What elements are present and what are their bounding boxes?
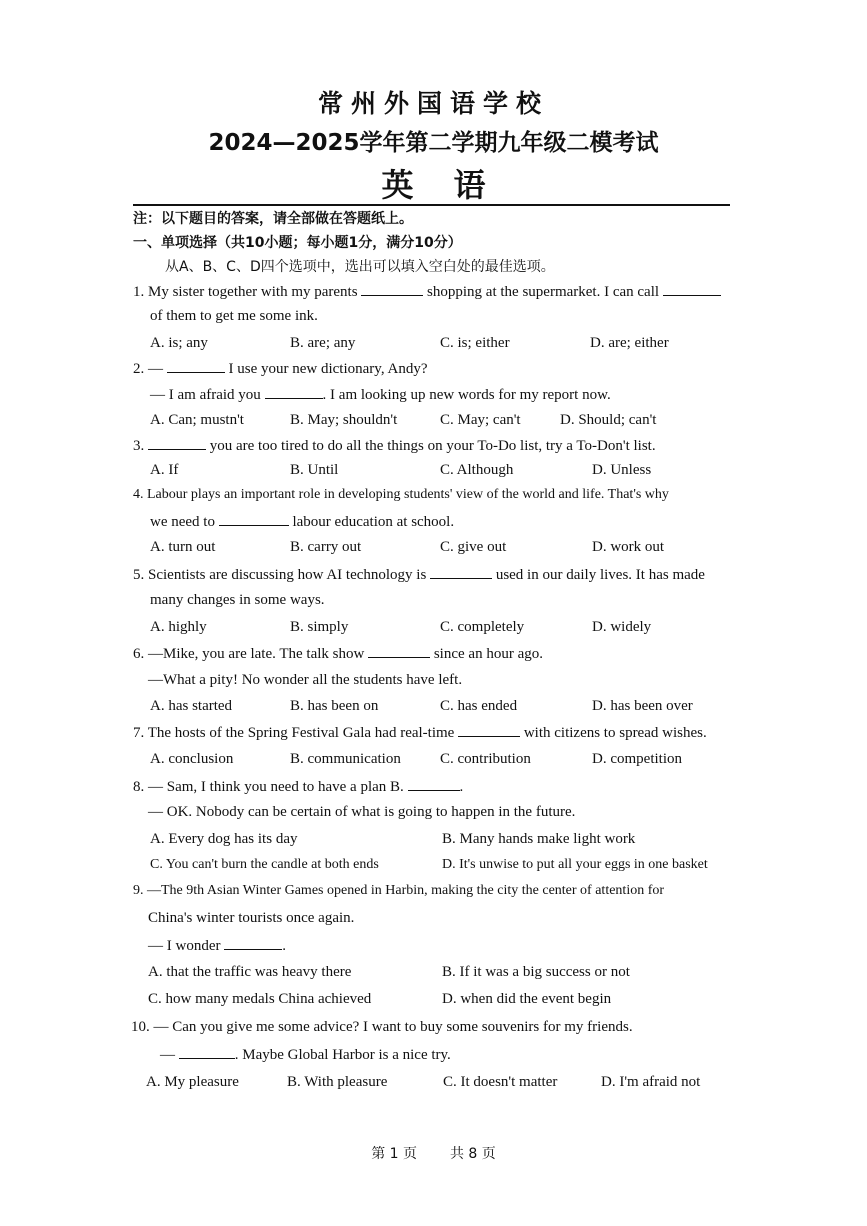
option-d: D. competition <box>592 751 682 767</box>
option-c: C. You can't burn the candle at both ends <box>150 857 379 872</box>
option-c: C. give out <box>440 539 507 555</box>
answer-note: 注：以下题目的答案，请全部做在答题纸上。 <box>133 211 413 227</box>
option-b: B. carry out <box>290 539 362 555</box>
option-a: A. conclusion <box>150 751 234 767</box>
option-d: D. when did the event begin <box>442 991 612 1007</box>
option-c: C. how many medals China achieved <box>148 991 372 1007</box>
question-10-line-2: — . Maybe Global Harbor is a nice try. <box>160 1047 451 1063</box>
question-3-line-1: 3. you are too tired to do all the things on your To-Do list, try a To-Don't list. <box>133 438 656 454</box>
option-b: B. communication <box>290 751 401 767</box>
option-d: D. It's unwise to put all your eggs in one basket <box>442 857 708 872</box>
school-name: 常州外国语学校 <box>317 89 549 118</box>
section-instruction: 从A、B、C、D四个选项中，选出可以填入空白处的最佳选项。 <box>165 259 555 275</box>
question-8-line-2: — OK. Nobody can be certain of what is going to happen in the future. <box>148 804 576 820</box>
option-d: D. Should; can't <box>560 412 657 428</box>
answer-blank <box>430 566 492 579</box>
option-d: D. has been over <box>592 698 693 714</box>
option-a: A. has started <box>150 698 233 714</box>
option-a: A. Can; mustn't <box>150 412 244 428</box>
option-a: A. highly <box>150 619 207 635</box>
answer-blank <box>663 283 721 296</box>
option-d: D. are; either <box>590 335 669 351</box>
option-c: C. completely <box>440 619 525 635</box>
option-b: B. Until <box>290 462 339 478</box>
question-9-line-3: — I wonder . <box>148 938 286 954</box>
page-number: 第 1 页 <box>371 1146 418 1162</box>
option-c: C. contribution <box>440 751 531 767</box>
answer-blank <box>458 724 520 737</box>
answer-blank <box>167 360 225 373</box>
option-b: B. If it was a big success or not <box>442 964 630 980</box>
option-b: B. May; shouldn't <box>290 412 398 428</box>
question-6-line-1: 6. —Mike, you are late. The talk show since an hour ago. <box>133 646 543 662</box>
option-a: A. Every dog has its day <box>150 831 298 847</box>
page-total: 共 8 页 <box>449 1146 496 1162</box>
section-title: 一、单项选择（共10小题；每小题1分，满分10分） <box>133 235 462 251</box>
question-5-line-1: 5. Scientists are discussing how AI technology is used in our daily lives. It has made <box>133 567 705 583</box>
answer-blank <box>224 937 282 950</box>
option-b: B. simply <box>290 619 349 635</box>
question-1-line-1: 1. My sister together with my parents shopping at the supermarket. I can call <box>133 283 721 301</box>
option-d: D. work out <box>592 539 665 555</box>
question-5-line-2: many changes in some ways. <box>150 592 325 608</box>
question-4-line-1: 4. Labour plays an important role in developing students' view of the world and life. That's why <box>133 487 669 502</box>
answer-blank <box>219 513 289 526</box>
answer-blank <box>361 283 423 296</box>
option-d: D. I'm afraid not <box>601 1074 701 1090</box>
subject-title: 英语 <box>381 166 526 204</box>
exam-title: 2024—2025学年第二学期九年级二模考试 <box>208 130 659 156</box>
question-9-line-2: China's winter tourists once again. <box>148 910 355 926</box>
answer-blank <box>368 645 430 658</box>
option-c: C. has ended <box>440 698 518 714</box>
option-b: B. has been on <box>290 698 379 714</box>
question-1-line-2: of them to get me some ink. <box>150 308 318 324</box>
page-footer <box>0 1143 867 1163</box>
question-6-line-2: —What a pity! No wonder all the students have left. <box>148 672 463 688</box>
question-7-line-1: 7. The hosts of the Spring Festival Gala had real-time with citizens to spread wishes. <box>133 725 707 741</box>
option-a: A. My pleasure <box>146 1074 239 1090</box>
option-a: A. If <box>150 462 179 478</box>
title-divider <box>133 204 730 206</box>
option-b: B. With pleasure <box>287 1074 388 1090</box>
question-4-line-2: we need to labour education at school. <box>150 514 455 530</box>
option-c: C. May; can't <box>440 412 521 428</box>
answer-blank <box>265 386 323 399</box>
question-8-line-1: 8. — Sam, I think you need to have a plan B. . <box>133 779 464 795</box>
option-d: D. Unless <box>592 462 652 478</box>
option-c: C. It doesn't matter <box>443 1074 558 1090</box>
answer-blank <box>179 1046 235 1059</box>
option-a: A. is; any <box>150 335 208 351</box>
option-a: A. turn out <box>150 539 216 555</box>
option-c: C. Although <box>440 462 514 478</box>
option-d: D. widely <box>592 619 652 635</box>
question-9-line-1: 9. —The 9th Asian Winter Games opened in Harbin, making the city the center of attention for <box>133 883 665 898</box>
option-b: B. are; any <box>290 335 356 351</box>
question-10-line-1: 10. — Can you give me some advice? I want to buy some souvenirs for my friends. <box>131 1019 633 1035</box>
answer-blank <box>148 437 206 450</box>
option-b: B. Many hands make light work <box>442 831 636 847</box>
answer-blank <box>408 778 460 791</box>
option-c: C. is; either <box>440 335 510 351</box>
question-2-line-2: — I am afraid you . I am looking up new words for my report now. <box>150 387 611 403</box>
option-a: A. that the traffic was heavy there <box>148 964 352 980</box>
question-2-line-1: 2. — I use your new dictionary, Andy? <box>133 361 428 377</box>
